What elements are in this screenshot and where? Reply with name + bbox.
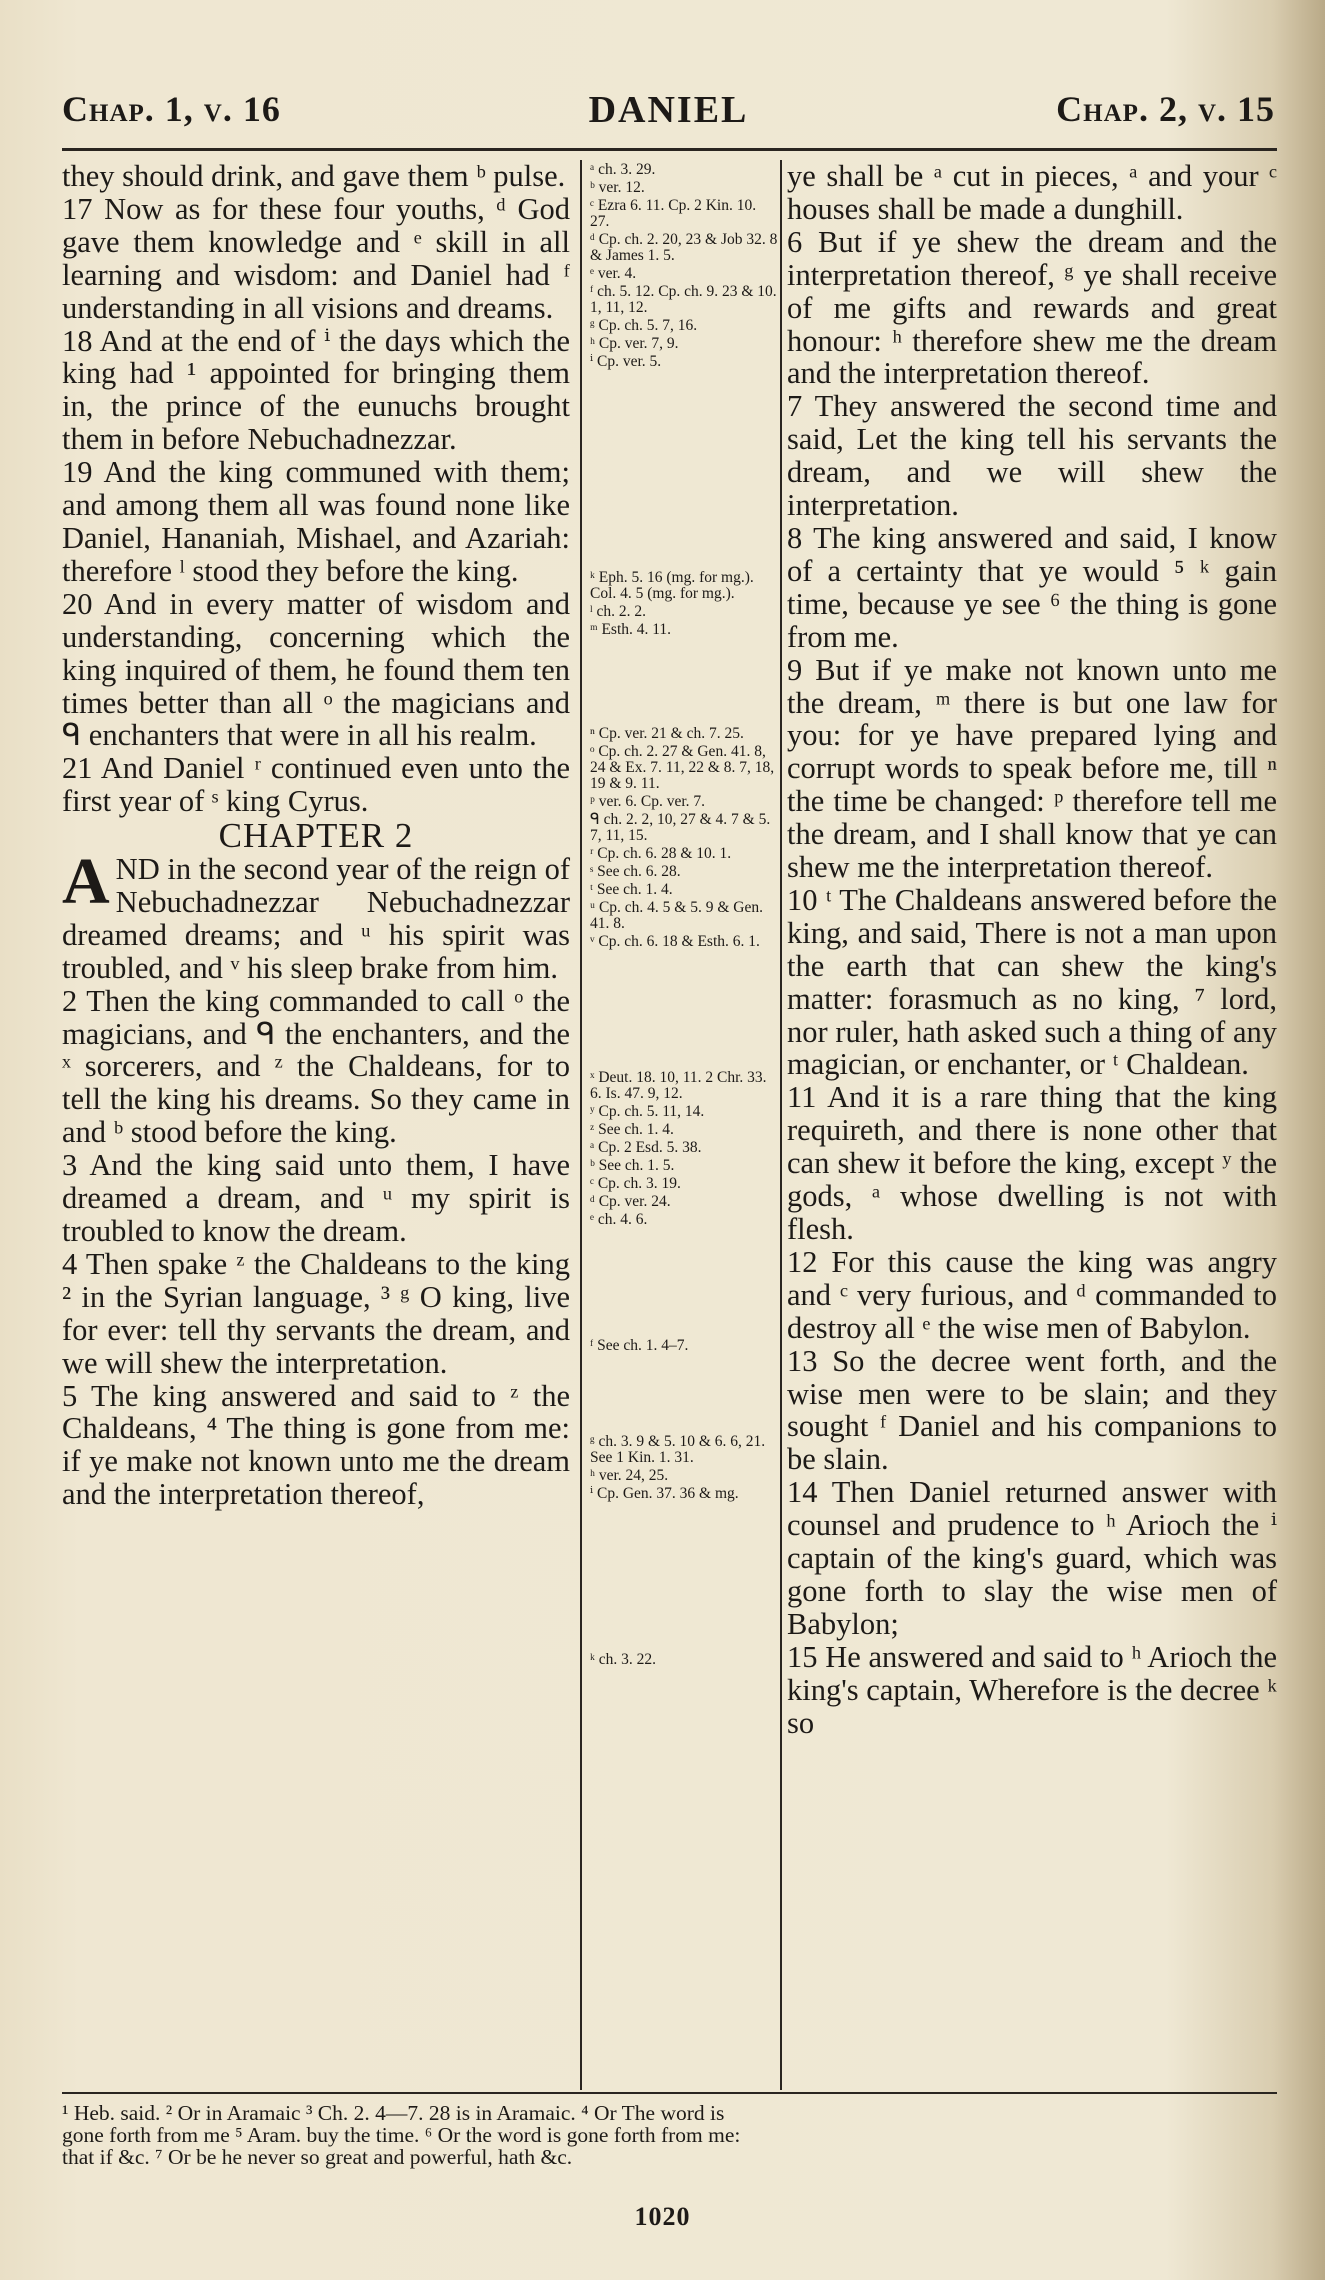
cross-reference: ᵏ Eph. 5. 16 (mg. for mg.). Col. 4. 5 (mg. for mg.).	[590, 569, 754, 602]
header-rule	[62, 148, 1277, 151]
right-text-column	[787, 160, 1277, 1740]
verse-paragraph: 7 They answered the second time and said, Let the king tell his servants the dream, and we will shew the interpretation.	[787, 389, 1277, 523]
drop-cap: A	[62, 845, 110, 919]
cross-reference: ⁱ Cp. Gen. 37. 36 & mg.	[590, 1485, 739, 1502]
cross-reference: ᵇ See ch. 1. 5.	[590, 1157, 675, 1174]
verse-paragraph: 18 And at the end of ⁱ the days which the king had ¹ appointed for bringing them in, the prince of the eunuchs brought them in before Nebuchadnezzar.	[62, 323, 570, 457]
cross-reference: ᵍ Cp. ch. 5. 7, 16.	[590, 317, 698, 334]
chapter-title: CHAPTER 2	[218, 816, 414, 856]
cross-reference: ᶠ See ch. 1. 4–7.	[590, 1337, 689, 1354]
verse-paragraph: 11 And it is a rare thing that the king requireth, and there is none other that can shew it before the king, except ʸ the gods, ᵃ whose dwelling is not with flesh.	[787, 1080, 1277, 1246]
cross-reference: ⁿ Cp. ver. 21 & ch. 7. 25.	[590, 725, 744, 742]
column-divider-right	[780, 160, 782, 2090]
verse-paragraph: 9 But if ye make not known unto me the dream, ᵐ there is but one law for you: for ye have prepared lying and corrupt words to speak before me, till ⁿ the time be changed: ᵖ therefore tell me the dream, and I shall know that ye can shew me the interpretation thereof.	[787, 652, 1277, 885]
cross-reference: ᵈ Cp. ver. 24.	[590, 1193, 671, 1210]
verse-paragraph: 2 Then the king commanded to call ᵒ the magicians, and ᑫ the enchanters, and the ˣ sorcerers, and ᶻ the Chaldeans, for to tell the king his dreams. So they came in and ᵇ stood before the king.	[62, 983, 570, 1150]
footnote-line: ¹ Heb. said. ² Or in Aramaic ³ Ch. 2. 4—7. 28 is in Aramaic. ⁴ Or The word is	[62, 2101, 725, 2125]
cross-reference: ᵉ ch. 4. 6.	[590, 1211, 648, 1228]
cross-reference: ᶻ See ch. 1. 4.	[590, 1121, 674, 1138]
verse-paragraph: 19 And the king communed with them; and among them all was found none like Daniel, Hananiah, Mishael, and Azariah: therefore ˡ stood they before the king.	[62, 455, 570, 588]
verse-paragraph: 8 The king answered and said, I know of a certainty that ye would ⁵ ᵏ gain time, because ye see ⁶ the thing is gone from me.	[787, 520, 1277, 654]
cross-reference: ʳ Cp. ch. 6. 28 & 10. 1.	[590, 845, 732, 862]
cross-reference: ᵖ ver. 6. Cp. ver. 7.	[590, 793, 706, 810]
cross-reference: ˡ ch. 2. 2.	[590, 603, 646, 620]
verse-paragraph: 15 He answered and said to ʰ Arioch the king's captain, Wherefore is the decree ᵏ so	[787, 1639, 1277, 1740]
page-number: 1020	[634, 2202, 691, 2231]
cross-reference: ᵃ ch. 3. 29.	[590, 161, 656, 178]
cross-reference: ᑫ ch. 2. 2, 10, 27 & 4. 7 & 5. 7, 11, 15.	[590, 811, 771, 844]
verse-paragraph: ye shall be ᵃ cut in pieces, ᵃ and your ᶜ houses shall be made a dunghill.	[787, 159, 1277, 226]
verse-paragraph: 20 And in every matter of wisdom and understanding, concerning which the king inquired of them, he found them ten times better than all ᵒ the magicians and ᑫ enchanters that were in all his realm.	[62, 586, 570, 753]
verse-paragraph: 4 Then spake ᶻ the Chaldeans to the king ² in the Syrian language, ³ ᵍ O king, live for ever: tell thy servants the dream, and we will shew the interpretation.	[62, 1246, 570, 1380]
verse-paragraph: 21 And Daniel ʳ continued even unto the first year of ˢ king Cyrus.	[62, 751, 570, 819]
cross-reference: ᵗ See ch. 1. 4.	[590, 881, 673, 898]
running-head-book-title: DANIEL	[588, 89, 749, 131]
verse-paragraph: 5 The king answered and said to ᶻ the Chaldeans, ⁴ The thing is gone from me: if ye make not known unto me the dream and the interpretation thereof,	[62, 1378, 570, 1512]
cross-reference: ᵇ ver. 12.	[590, 179, 645, 196]
verse-paragraph: 12 For this cause the king was angry and ᶜ very furious, and ᵈ commanded to destroy all ᵉ the wise men of Babylon.	[787, 1244, 1277, 1345]
cross-reference: ʰ ver. 24, 25.	[590, 1467, 669, 1484]
cross-reference-column	[590, 162, 778, 1670]
left-text-column	[62, 160, 570, 1511]
cross-reference: ᵘ Cp. ch. 4. 5 & 5. 9 & Gen. 41. 8.	[590, 899, 763, 932]
footnotes	[62, 2102, 1277, 2168]
cross-reference: ᵐ Esth. 4. 11.	[590, 621, 672, 638]
footnote-line: that if &c. ⁷ Or be he never so great and powerful, hath &c.	[62, 2145, 573, 2169]
verse-paragraph: 14 Then Daniel returned answer with counsel and prudence to ʰ Arioch the ⁱ captain of the king's guard, which was gone forth to slay the wise men of Babylon;	[787, 1475, 1277, 1641]
cross-reference: ᵈ Cp. ch. 2. 20, 23 & Job 32. 8 & James 1. 5.	[590, 231, 778, 264]
cross-reference: ᵍ ch. 3. 9 & 5. 10 & 6. 6, 21. See 1 Kin. 1. 31.	[590, 1433, 766, 1466]
cross-reference: ᵏ ch. 3. 22.	[590, 1651, 657, 1668]
cross-reference: ˣ Deut. 18. 10, 11. 2 Chr. 33. 6. Is. 47. 9, 12.	[590, 1069, 767, 1102]
cross-reference: ᵛ Cp. ch. 6. 18 & Esth. 6. 1.	[590, 933, 760, 950]
footnote-line: gone forth from me ⁵ Aram. buy the time. ⁶ Or the word is gone forth from me:	[62, 2123, 741, 2147]
verse-paragraph: 17 Now as for these four youths, ᵈ God gave them knowledge and ᵉ skill in all learning and wisdom: and Daniel had ᶠ understanding in all visions and dreams.	[62, 191, 570, 325]
footnote-rule	[62, 2092, 1277, 2094]
running-head-right: Chap. 2, v. 15	[1056, 89, 1275, 129]
cross-reference: ᶜ Cp. ch. 3. 19.	[590, 1175, 681, 1192]
verse-paragraph: 13 So the decree went forth, and the wise men were to be slain; and they sought ᶠ Daniel and his companions to be slain.	[787, 1343, 1277, 1477]
verse-paragraph: 6 But if ye shew the dream and the interpretation thereof, ᵍ ye shall receive of me gifts and rewards and great honour: ʰ therefore shew me the dream and the interpretation thereof.	[787, 224, 1277, 391]
cross-reference: ᶜ Ezra 6. 11. Cp. 2 Kin. 10. 27.	[590, 197, 757, 230]
cross-reference: ʰ Cp. ver. 7, 9.	[590, 335, 679, 352]
cross-reference: ᵉ ver. 4.	[590, 265, 637, 282]
verse-paragraph: 3 And the king said unto them, I have dreamed a dream, and ᵘ my spirit is troubled to know the dream.	[62, 1148, 570, 1248]
cross-reference: ᵃ Cp. 2 Esd. 5. 38.	[590, 1139, 702, 1156]
verse-paragraph: 10 ᵗ The Chaldeans answered before the king, and said, There is not a man upon the earth that can shew the king's matter: forasmuch as no king, ⁷ lord, nor ruler, hath asked such a thing of any magician, or enchanter, or ᵗ Chaldean.	[787, 882, 1277, 1082]
cross-reference: ᶠ ch. 5. 12. Cp. ch. 9. 23 & 10. 1, 11, 12.	[590, 283, 777, 316]
verse-paragraph	[62, 845, 570, 985]
cross-reference: ⁱ Cp. ver. 5.	[590, 353, 662, 370]
column-divider-left	[580, 160, 582, 2090]
cross-reference: ᵒ Cp. ch. 2. 27 & Gen. 41. 8, 24 & Ex. 7. 11, 22 & 8. 7, 18, 19 & 9. 11.	[590, 743, 775, 792]
cross-reference: ʸ Cp. ch. 5. 11, 14.	[590, 1103, 705, 1120]
verse-paragraph: they should drink, and gave them ᵇ pulse.	[62, 159, 566, 193]
cross-reference: ˢ See ch. 6. 28.	[590, 863, 681, 880]
running-head-left: Chap. 1, v. 16	[62, 89, 281, 129]
verse-text: ND in the second year of the reign of Nebuchadnezzar Nebuchadnezzar dreamed dreams; and ᵘ his spirit was troubled, and ᵛ his sleep brake from him.	[62, 852, 570, 985]
running-head	[62, 88, 1275, 138]
